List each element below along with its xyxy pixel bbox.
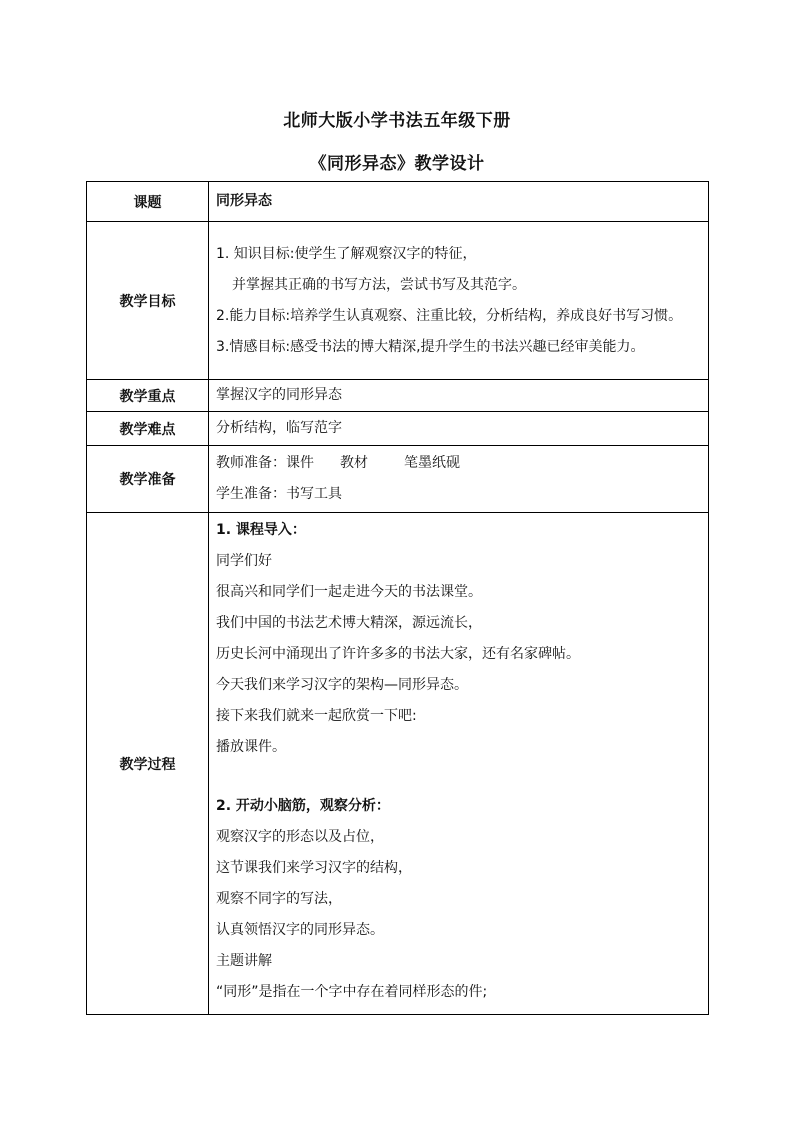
- label-preparation: 教学准备: [87, 446, 209, 513]
- teacher-prep-item-2: 教材: [340, 455, 368, 471]
- goal-line-4: 3.情感目标:感受书法的博大精深,提升学生的书法兴趣已经审美能力。: [216, 338, 645, 355]
- label-process: 教学过程: [87, 513, 209, 1015]
- process-s1-line-5: 今天我们来学习汉字的架构—同形异态。: [216, 677, 468, 693]
- label-goals: 教学目标: [87, 222, 209, 380]
- process-s1-line-7: 播放课件。: [216, 739, 286, 755]
- lesson-plan-table: [86, 181, 709, 1015]
- process-s1-line-3: 我们中国的书法艺术博大精深，源远流长，: [216, 615, 482, 631]
- key-points-text: 掌握汉字的同形异态: [216, 387, 342, 403]
- value-preparation: [209, 446, 709, 513]
- student-preparation: 学生准备：书写工具: [216, 486, 342, 502]
- process-s1-line-1: 同学们好: [216, 553, 272, 569]
- process-s2-line-1: 观察汉字的形态以及占位，: [216, 829, 384, 845]
- teacher-prep-item-1: 教师准备：课件: [216, 455, 314, 471]
- goal-line-3: 2.能力目标:培养学生认真观察、注重比较，分析结构，养成良好书写习惯。: [216, 307, 683, 324]
- teacher-preparation: [216, 448, 702, 479]
- label-difficulties: 教学难点: [87, 412, 209, 446]
- value-topic: [209, 182, 709, 222]
- goal-line-1: 1. 知识目标:使学生了解观察汉字的特征，: [216, 245, 477, 262]
- row-difficulties: [87, 412, 709, 446]
- difficulties-text: 分析结构，临写范字: [216, 420, 342, 436]
- teacher-prep-item-3: 笔墨纸砚: [404, 455, 460, 471]
- value-goals: [209, 222, 709, 380]
- value-process: [209, 513, 709, 1015]
- document-subtitle: 《同形异态》教学设计: [309, 154, 485, 174]
- row-key-points: [87, 380, 709, 412]
- row-preparation: [87, 446, 709, 513]
- process-s1-line-4: 历史长河中涌现出了许许多多的书法大家，还有名家碑帖。: [216, 646, 580, 662]
- row-process: [87, 513, 709, 1015]
- process-section2-title: 2. 开动小脑筋，观察分析：: [216, 798, 390, 814]
- label-key-points: 教学重点: [87, 380, 209, 412]
- process-s1-line-6: 接下来我们就来一起欣赏一下吧:: [216, 708, 417, 724]
- value-difficulties: [209, 412, 709, 446]
- process-s2-line-5: 主题讲解: [216, 953, 272, 969]
- document-title: 北师大版小学书法五年级下册: [283, 111, 511, 131]
- row-goals: [87, 222, 709, 380]
- label-topic: 课题: [87, 182, 209, 222]
- process-s2-line-4: 认真领悟汉字的同形异态。: [216, 922, 384, 938]
- topic-text: 同形异态: [216, 193, 272, 209]
- goal-line-2: 并掌握其正确的书写方法，尝试书写及其范字。: [232, 276, 526, 293]
- process-s2-line-3: 观察不同字的写法，: [216, 891, 342, 907]
- process-s2-line-6: “同形”是指在一个字中存在着同样形态的件;: [216, 984, 488, 1000]
- row-topic: [87, 182, 709, 222]
- value-key-points: [209, 380, 709, 412]
- process-s1-line-2: 很高兴和同学们一起走进今天的书法课堂。: [216, 584, 482, 600]
- process-section1-title: 1. 课程导入：: [216, 522, 306, 538]
- process-s2-line-2: 这节课我们来学习汉字的结构，: [216, 860, 412, 876]
